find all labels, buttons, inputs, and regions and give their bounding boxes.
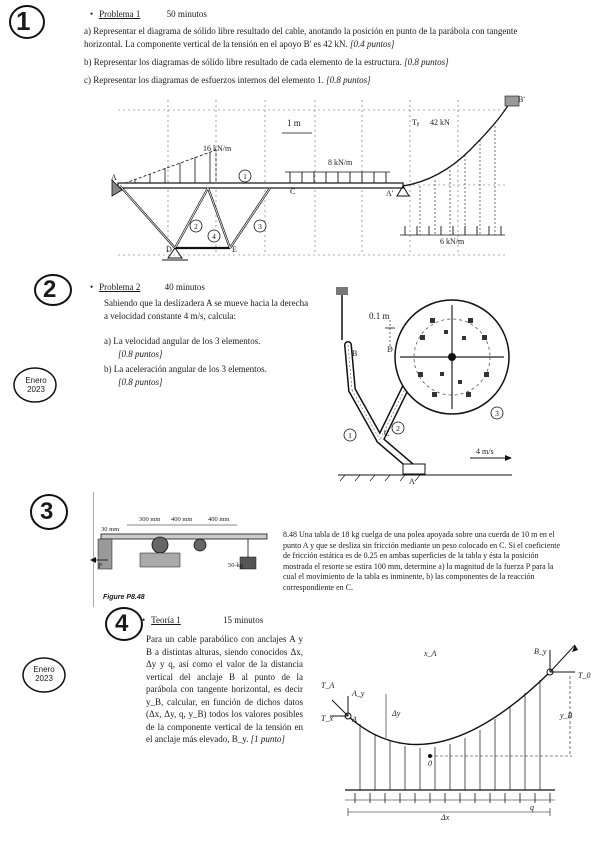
speed-label: 4 m/s xyxy=(476,447,494,456)
svg-text:2: 2 xyxy=(194,222,198,231)
label-t0: T_0 xyxy=(578,671,591,680)
problem-2-intro: Sabiendo que la deslizadera A se mueve hacia la derecha a velocidad constante 4 m/s, calcula: xyxy=(104,298,309,321)
svg-text:3: 3 xyxy=(495,409,499,418)
problem-2-number: 2 xyxy=(43,276,57,303)
problem-2-header: • Problema 2 40 minutos xyxy=(90,282,205,292)
load-16: 16 kN/m xyxy=(203,144,232,153)
label-xa: x_A xyxy=(424,649,437,658)
problem-4-handnote: Enero 2023 xyxy=(33,665,55,683)
svg-text:4: 4 xyxy=(212,232,216,241)
label-p: P xyxy=(98,562,102,570)
label-q: q xyxy=(530,803,534,812)
node-a: A xyxy=(111,173,117,182)
node-e: E xyxy=(232,245,237,254)
problem-2-duration: 40 minutos xyxy=(164,282,205,292)
label-dy: Δy xyxy=(392,709,401,718)
node-a-2: A xyxy=(409,477,415,486)
label-tx: T_x xyxy=(321,714,333,723)
label-by: B_y xyxy=(534,647,547,656)
svg-text:1: 1 xyxy=(348,431,352,440)
problem-1-item-a: a) Representar el diagrama de sólido libre resultado del cable, anotando la posición en punto de la parábola con tangente horizontal. La componente vertical de la tensión en el apoyo B' es 42 kN. [0.4 puntos] xyxy=(84,26,518,49)
problem-4-duration: 15 minutos xyxy=(223,615,264,625)
load-8: 8 kN/m xyxy=(328,158,353,167)
label-dx: Δx xyxy=(441,813,450,822)
problem-3-number: 3 xyxy=(40,498,54,525)
problem-2-item-b: b) La aceleración angular de los 3 elementos. [0.8 puntos] xyxy=(104,364,267,387)
node-c-2: C xyxy=(384,429,390,438)
node-b-2: B xyxy=(352,349,358,358)
dim-1m: 1 m xyxy=(287,118,301,128)
label-a: A xyxy=(352,715,357,724)
tension-label: Tᵦ xyxy=(412,118,420,127)
problem-2-handnote: Enero 2023 xyxy=(25,376,47,394)
node-d-2: D xyxy=(387,345,393,354)
dim-400a: 400 mm xyxy=(171,516,193,523)
dim-400b: 400 mm xyxy=(208,516,230,523)
problem-1-header: • Problema 1 50 minutos xyxy=(90,9,207,19)
dim-300: 300 mm xyxy=(139,516,161,523)
figure-caption: Figure P8.48 xyxy=(103,594,145,601)
problem-1-duration: 50 minutos xyxy=(166,9,207,19)
svg-text:2: 2 xyxy=(396,424,400,433)
svg-text:3: 3 xyxy=(258,222,262,231)
problem-4-header: • Teoría 1 15 minutos xyxy=(142,615,264,625)
problem-3-text: 8.48 Una tabla de 18 kg cuelga de una polea apoyada sobre una cuerda de 10 m en el punto A y que se desliza sin fricción mediante un peso colocado en C. Si el coeficiente de fricción estática es de 0.25 en ambas superficies de la tabla y ésta la posición mostrada el resorte se estira 100 mm, determine a) la magnitud de la fuerza P para la cual el movimiento de la tabla es inminente, b) las componentes de la reacción correspondiente en C. xyxy=(283,530,561,592)
member-1-label: 1 xyxy=(243,172,247,181)
problem-1-item-b: b) Representar los diagramas de sólido libre resultado de cada elemento de la estructura. [0.8 puntos] xyxy=(84,57,449,67)
problem-4-number: 4 xyxy=(115,610,129,637)
problem-2-title: Problema 2 xyxy=(99,282,141,292)
problem-1-item-c: c) Representar los diagramas de esfuerzos internos del elemento 1. [0.8 puntos] xyxy=(84,75,371,85)
tension-value: 42 kN xyxy=(430,118,450,127)
problem-1-title: Problema 1 xyxy=(99,9,141,19)
problem-4-title: Teoría 1 xyxy=(151,615,181,625)
problem-2-item-a: a) La velocidad angular de los 3 elementos. [0.8 puntos] xyxy=(104,336,261,359)
dim-0.1m: 0.1 m xyxy=(369,311,390,321)
node-d: D xyxy=(166,245,172,254)
label-mass: 50-kg xyxy=(228,562,244,569)
label-0: 0 xyxy=(428,759,432,768)
node-a-prime: A' xyxy=(386,189,394,198)
problem-4-text: Para un cable parabólico con anclajes A y B a distintas alturas, siendo conocidos Δx, Δy y q, así como el valor de la distancia vertical del anclaje B al punto de la parábola con tangente horizontal, es decir y_B, calcular, en función de dichos datos (Δx, Δy, q, y_B) todos los valores posibles de la componente vertical de la tensión en el anclaje más elevado, B_y. [1 punto] xyxy=(146,634,303,744)
node-c: C xyxy=(290,187,296,196)
load-6: 6 kN/m xyxy=(440,237,465,246)
node-b-prime: B' xyxy=(518,95,525,104)
problem-1-number: 1 xyxy=(16,6,31,36)
label-30mm: 30 mm xyxy=(101,526,120,533)
label-ay: A_y xyxy=(352,689,365,698)
label-yb: y_B xyxy=(560,711,573,720)
label-ta: T_A xyxy=(321,681,335,690)
